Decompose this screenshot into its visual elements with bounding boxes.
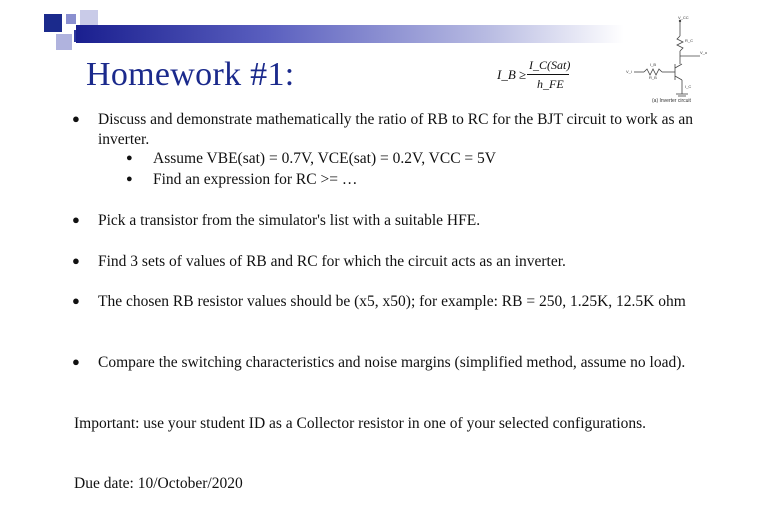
slide-title: Homework #1: <box>86 56 295 93</box>
subbullet-dot: ● <box>126 152 133 164</box>
bullet-text: Compare the switching characteristics and noise margins (simplified method, assume no load). <box>98 354 686 371</box>
bullet-dot: ● <box>72 354 80 369</box>
circuit-label-rc: R_C <box>685 38 694 43</box>
bullet-text: The chosen RB resistor values should be (x5, x50); for example: RB = 250, 1.25K, 12.5K ohm <box>98 293 686 310</box>
circuit-label-ib: I_B <box>650 62 657 67</box>
important-note: Important: use your student ID as a Collector resistor in one of your selected configurations. <box>74 415 647 432</box>
formula-denominator: h_FE <box>537 77 564 91</box>
subbullet-text: Assume VBE(sat) = 0.7V, VCE(sat) = 0.2V, VCC = 5V <box>153 150 496 167</box>
bullet-text: Find 3 sets of values of RB and RC for which the circuit acts as an inverter. <box>98 253 566 270</box>
formula-lhs: I_B ≥ <box>497 67 527 82</box>
due-date: Due date: 10/October/2020 <box>74 475 243 492</box>
subbullet-text: Find an expression for RC >= … <box>153 171 358 188</box>
bullet-dot: ● <box>72 212 80 227</box>
bullet-text: Pick a transistor from the simulator's list with a suitable HFE. <box>98 212 481 229</box>
bullet-dot: ● <box>72 111 80 126</box>
bullet-dot: ● <box>72 253 80 268</box>
bullet-text: Discuss and demonstrate mathematically the ratio of RB to RC for the BJT circuit to work as an inverter. <box>98 111 694 148</box>
circuit-label-rb: R_B <box>649 75 657 80</box>
bullet-dot: ● <box>72 293 80 308</box>
circuit-caption: (a) Inverter circuit <box>652 98 691 104</box>
formula-numerator: I_C(Sat) <box>529 58 571 72</box>
circuit-label-vcc: V_CC <box>678 15 689 20</box>
circuit-label-vout: V_o <box>700 50 708 55</box>
circuit-label-ic: I_C <box>685 84 692 89</box>
subbullet-dot: ● <box>126 173 133 185</box>
circuit-label-vin: V_i <box>626 69 632 74</box>
